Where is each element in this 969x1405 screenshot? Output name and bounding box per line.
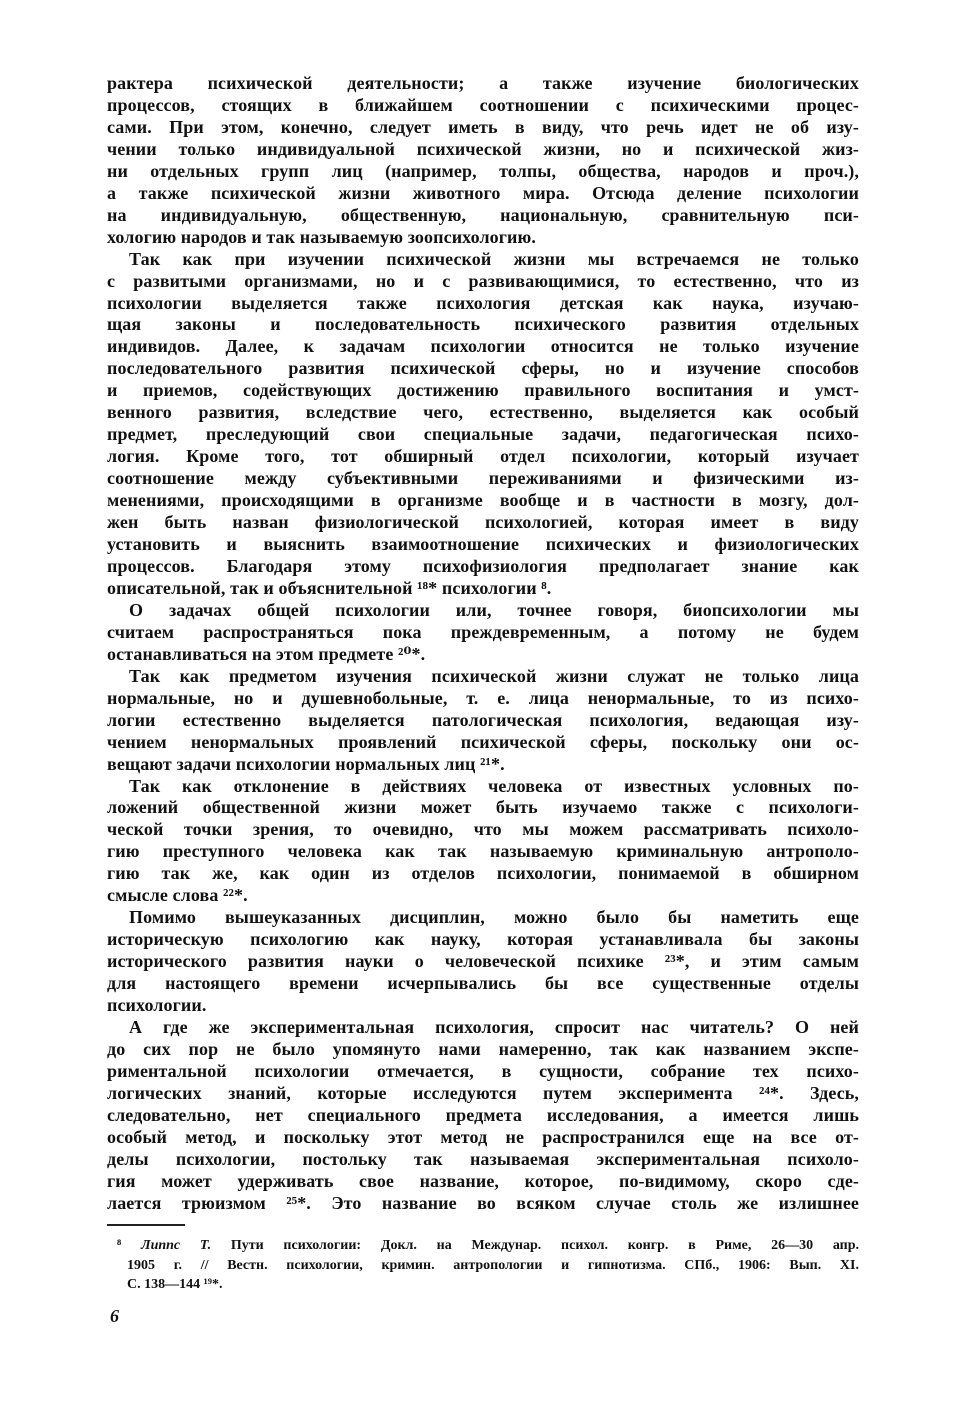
page-number: 6 bbox=[110, 1306, 119, 1326]
text-line: следовательно, нет специального предмета исследования, а имеется лишь bbox=[107, 1104, 859, 1125]
text-line: делы психологии, постольку так называемая экспериментальная психоло- bbox=[107, 1148, 859, 1169]
text-line: индивидов. Далее, к задачам психологии относится не только изучение bbox=[107, 336, 859, 357]
text-line: описательной, так и объяснительной ¹⁸* психологии ⁸. bbox=[107, 577, 552, 598]
text-line: гию преступного человека как так называемую криминальную антрополо- bbox=[107, 841, 859, 862]
text-line: логии естественно выделяется патологическая психология, ведающая изу- bbox=[107, 709, 859, 730]
paragraph bbox=[107, 249, 859, 600]
text-line: нормальные, но и душевнобольные, т. е. лица ненормальные, то из психо- bbox=[107, 687, 859, 708]
text-line: считаем распространяться пока преждевременным, а потому не будем bbox=[107, 621, 859, 642]
text-line: щая законы и последовательность психического развития отдельных bbox=[107, 314, 859, 335]
paragraph bbox=[107, 600, 859, 666]
paragraph bbox=[107, 73, 859, 249]
footnote bbox=[107, 1236, 859, 1295]
text-line: гия может удерживать свое название, которое, по-видимому, скоро сде- bbox=[107, 1170, 859, 1191]
text-line: для настоящего времени исчерпывались бы все существенные отделы bbox=[107, 973, 859, 994]
footnote-line: С. 138—144 ¹⁹*. bbox=[127, 1277, 223, 1292]
text-line: особый метод, и поскольку этот метод не распространился еще на все от- bbox=[107, 1126, 859, 1147]
text-line: А где же экспериментальная психология, спросит нас читатель? О ней bbox=[129, 1016, 859, 1037]
text-line: ческой точки зрения, то очевидно, что мы можем рассматривать психоло- bbox=[107, 819, 859, 840]
text-line: вещают задачи психологии нормальных лиц ²¹*. bbox=[107, 753, 505, 774]
text-line: а также психической жизни животного мира. Отсюда деление психологии bbox=[107, 182, 859, 203]
footnote-marker: ⁸ bbox=[117, 1238, 122, 1253]
text-line: смысле слова ²²*. bbox=[107, 885, 248, 906]
text-line: менениями, происходящими в организме вообще и в частности в мозгу, дол- bbox=[107, 490, 859, 511]
text-line: гию так же, как один из отделов психологии, понимаемой в обширном bbox=[107, 863, 859, 884]
footnote-line bbox=[107, 1236, 859, 1256]
text-line: логия. Кроме того, тот обширный отдел психологии, который изучает bbox=[107, 446, 859, 467]
text-line: предмет, преследующий свои специальные задачи, педагогическая психо- bbox=[107, 424, 859, 445]
text-line: процессов. Благодаря этому психофизиология предполагает знание как bbox=[107, 555, 859, 576]
text-line: венного развития, вследствие чего, естественно, выделяется как особый bbox=[107, 402, 859, 423]
text-line: рактера психической деятельности; а также изучение биологических bbox=[107, 73, 859, 93]
text-line: Так как отклонение в действиях человека от известных условных по- bbox=[129, 775, 859, 796]
text-line: психологии. bbox=[107, 995, 207, 1016]
text-line: последовательного развития психической сферы, но и изучение способов bbox=[107, 358, 859, 379]
body-text bbox=[107, 73, 859, 1215]
paragraph bbox=[107, 666, 859, 776]
text-line: психологии выделяется также психология детская как наука, изучаю- bbox=[107, 292, 859, 313]
text-line: хологию народов и так называемую зоопсихологию. bbox=[107, 226, 536, 247]
text-line: Так как при изучении психической жизни мы встречаемся не только bbox=[129, 248, 859, 269]
text-line: риментальной психологии отмечается, в сущности, собрание тех психо- bbox=[107, 1060, 859, 1081]
footnote-text: Пути психологии: Докл. на Междунар. психол. конгр. в Риме, 26—30 апр. bbox=[211, 1238, 859, 1253]
text-line: с развитыми организмами, но и с развивающимися, то естественно, что из bbox=[107, 270, 859, 291]
text-line: логических знаний, которые исследуются путем эксперимента ²⁴*. Здесь, bbox=[107, 1082, 859, 1103]
text-line: установить и выяснить взаимоотношение психических и физиологических bbox=[107, 534, 859, 555]
text-line: О задачах общей психологии или, точнее говоря, биопсихологии мы bbox=[129, 599, 859, 620]
text-line: исторического развития науки о человеческой психике ²³*, и этим самым bbox=[107, 951, 859, 972]
footnote-line: 1905 г. // Вестн. психологии, кримин. антропологии и гипнотизма. СПб., 1906: Вып. XI. bbox=[127, 1257, 859, 1273]
text-line: Помимо вышеуказанных дисциплин, можно было бы наметить еще bbox=[129, 907, 859, 928]
text-line: чении только индивидуальной психической жизни, но и психической жиз- bbox=[107, 138, 859, 159]
text-line: процессов, стоящих в ближайшем соотношении с психическими процес- bbox=[107, 94, 859, 115]
text-line: жен быть назван физиологической психологией, которая имеет в виду bbox=[107, 512, 859, 533]
text-line: историческую психологию как науку, которая устанавливала бы законы bbox=[107, 929, 859, 950]
footnote-separator bbox=[107, 1224, 185, 1226]
paragraph bbox=[107, 907, 859, 1017]
text-line: на индивидуальную, общественную, национальную, сравнительную пси- bbox=[107, 204, 859, 225]
paragraph bbox=[107, 776, 859, 908]
text-line: лается трюизмом ²⁵*. Это название во всяком случае столь же излишнее bbox=[107, 1192, 859, 1213]
footnote-author: Липпс Т. bbox=[140, 1238, 212, 1253]
text-line: до сих пор не было упомянуто нами намеренно, так как названием экспе- bbox=[107, 1038, 859, 1059]
text-line: сами. При этом, конечно, следует иметь в виду, что речь идет не об изу- bbox=[107, 116, 859, 137]
text-line: и приемов, содействующих достижению правильного воспитания и умст- bbox=[107, 380, 859, 401]
text-line: чением ненормальных проявлений психической сферы, поскольку они ос- bbox=[107, 731, 859, 752]
text-line: соотношение между субъективными переживаниями и физическими из- bbox=[107, 468, 859, 489]
paragraph bbox=[107, 1017, 859, 1215]
text-line: Так как предметом изучения психической жизни служат не только лица bbox=[129, 665, 859, 686]
text-line: ложений общественной жизни может быть изучаемо также с психологи- bbox=[107, 797, 859, 818]
text-line: ни отдельных групп лиц (например, толпы, общества, народов и проч.), bbox=[107, 160, 859, 181]
text-line: останавливаться на этом предмете ²⁰*. bbox=[107, 643, 426, 664]
